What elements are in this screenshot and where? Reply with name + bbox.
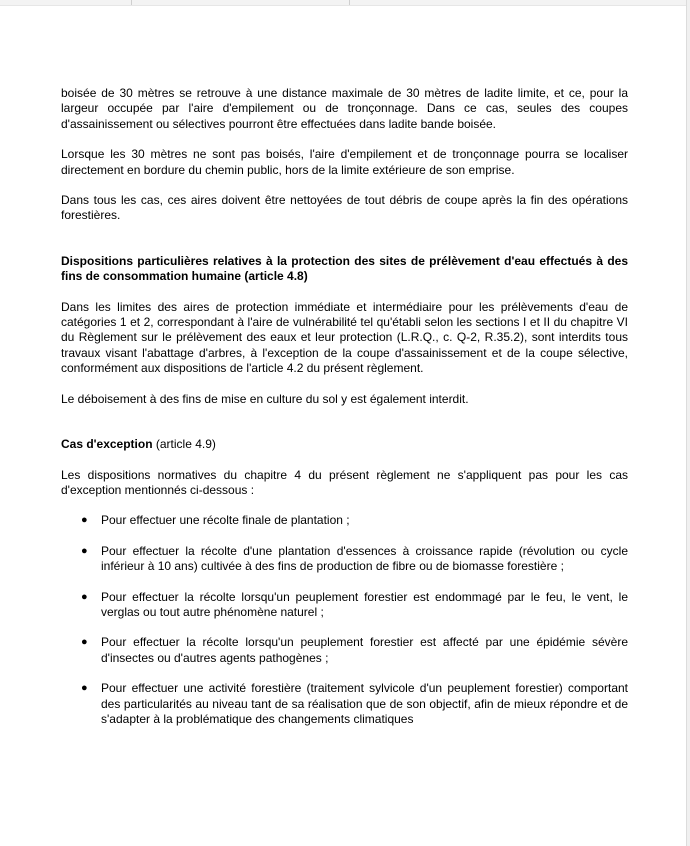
list-item — [61, 681, 628, 727]
list-item — [61, 544, 628, 575]
viewer-right-edge — [686, 0, 690, 846]
exception-list — [61, 513, 628, 727]
section-heading-title: Cas d'exception — [61, 437, 153, 452]
body-paragraph: Dans tous les cas, ces aires doivent être nettoyées de tout débris de coupe après la fin des opérations forestières. — [61, 193, 628, 223]
list-item-text: Pour effectuer une activité forestière (traitement sylvicole d'un peuplement forestier) comportant des particularités au niveau tant de sa réalisation que de son objectif, afin de mieux répondre et de s'adapter à la problématique des changements climatiques — [101, 681, 628, 726]
body-paragraph: Le déboisement à des fins de mise en culture du sol y est également interdit. — [61, 391, 469, 406]
top-bar-divider — [349, 0, 350, 5]
body-paragraph: Lorsque les 30 mètres ne sont pas boisés, l'aire d'empilement et de tronçonnage pourra se localiser directement en bordure du chemin public, hors de la limite extérieure de son emprise. — [61, 147, 628, 177]
list-item — [61, 590, 628, 621]
section-heading-article-ref: (article 4.9) — [152, 437, 216, 452]
section-heading-4-9 — [61, 437, 628, 452]
document-page — [61, 86, 628, 727]
bullet-icon: ● — [81, 514, 88, 527]
list-item-text: Pour effectuer la récolte d'une plantation d'essences à croissance rapide (révolution ou cycle inférieur à 10 ans) cultivée à des fins de production de fibre ou de biomasse forestière ; — [101, 543, 628, 574]
body-paragraph: Dans les limites des aires de protection immédiate et intermédiaire pour les prélèvements d'eau de catégories 1 et 2, correspondant à l'aire de vulnérabilité tel qu'établi selon les sections I et II du chapitre VI du Règlement sur le prélèvement des eaux et leur protection (L.R.Q., c. Q-2, R.35.2), sont interdits tous travaux visant l'abattage d'arbres, à l'exception de la coupe d'assainissement et de la coupe sélective, conformément aux dispositions de l'article 4.2 du présent règlement. — [61, 299, 628, 376]
bullet-icon: ● — [81, 544, 88, 557]
bullet-icon: ● — [81, 636, 88, 649]
list-item-text: Pour effectuer la récolte lorsqu'un peuplement forestier est affecté par une épidémie sévère d'insectes ou d'autres agents pathogènes ; — [101, 635, 628, 665]
list-item-text: Pour effectuer la récolte lorsqu'un peuplement forestier est endommagé par le feu, le vent, le verglas ou tout autre phénomène naturel ; — [101, 589, 628, 619]
list-item — [61, 513, 628, 528]
bullet-icon: ● — [81, 590, 88, 603]
list-item — [61, 635, 628, 666]
top-bar-divider — [131, 0, 132, 5]
section-heading-4-8: Dispositions particulières relatives à la protection des sites de prélèvement d'eau effectués à des fins de consommation humaine (article 4.8) — [61, 253, 628, 284]
body-paragraph: boisée de 30 mètres se retrouve à une distance maximale de 30 mètres de ladite limite, et ce, pour la largeur occupée par l'aire d'empilement ou de tronçonnage. Dans ce cas, seules des coupes d'assainissement ou sélectives pourront être effectuées dans ladite bande boisée. — [61, 86, 628, 131]
viewer-top-bar — [0, 0, 690, 6]
body-paragraph: Les dispositions normatives du chapitre 4 du présent règlement ne s'appliquent pas pour les cas d'exception mentionnés ci-dessous : — [61, 467, 628, 497]
bullet-icon: ● — [81, 682, 88, 695]
list-item-text: Pour effectuer une récolte finale de plantation ; — [101, 513, 350, 528]
